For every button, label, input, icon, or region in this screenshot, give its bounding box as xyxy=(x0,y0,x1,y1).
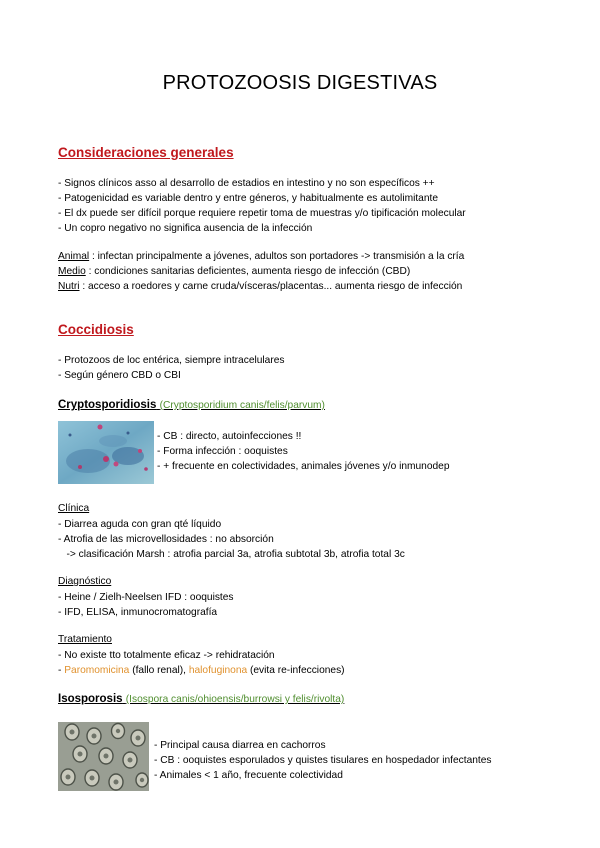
iso-point: - CB : ooquistes esporulados y quistes tisulares en hospedador infectantes xyxy=(154,755,492,766)
animal-line xyxy=(58,249,464,264)
bullet: - El dx puede ser difícil porque requiere repetir toma de muestras y/o tipificación molecular xyxy=(58,208,466,219)
section-heading-consideraciones: Consideraciones generales xyxy=(58,145,234,160)
animal-label: Animal xyxy=(58,251,90,262)
diagnostico-item: - IFD, ELISA, inmunocromatografía xyxy=(58,607,218,618)
subsection-heading-isosporosis xyxy=(58,693,344,705)
section-heading-coccidiosis: Coccidiosis xyxy=(58,322,134,337)
diagnostico-label: Diagnóstico xyxy=(58,576,112,587)
clinica-item: - Atrofia de las microvellosidades : no absorción xyxy=(58,534,274,545)
medio-line xyxy=(58,264,410,279)
bullet: - Un copro negativo no significa ausencia de la infección xyxy=(58,223,313,234)
animal-text: : infectan principalmente a jóvenes, adultos son portadores -> transmisión a la cría xyxy=(89,251,465,262)
cryptosporidium-micrograph xyxy=(58,421,154,484)
tratamiento-item xyxy=(58,663,345,678)
bullet: - Signos clínicos asso al desarrollo de estadios en intestino y no son específicos ++ xyxy=(58,178,435,189)
clinica-item: - Diarrea aguda con gran qté líquido xyxy=(58,519,222,530)
crypto-point: - CB : directo, autoinfecciones !! xyxy=(157,431,302,442)
drug-paromomicina: Paromomicina xyxy=(64,665,130,676)
tratamiento-label: Tratamiento xyxy=(58,634,112,645)
crypto-point: - + frecuente en colectividades, animales jóvenes y/o inmunodep xyxy=(157,461,450,472)
iso-point: - Principal causa diarrea en cachorros xyxy=(154,740,326,751)
clinica-item: -> clasificación Marsh : atrofia parcial 3a, atrofia subtotal 3b, atrofia total 3c xyxy=(58,549,405,560)
nutri-text: : acceso a roedores y carne cruda/vísceras/placentas... aumenta riesgo de infección xyxy=(79,281,463,292)
trat-prefix: - xyxy=(58,665,65,676)
diagnostico-item: - Heine / Zielh-Neelsen IFD : ooquistes xyxy=(58,592,234,603)
drug-halofuginona: halofuginona xyxy=(188,665,248,676)
crypto-name: Cryptosporidiosis xyxy=(58,399,157,411)
iso-name: Isosporosis xyxy=(58,693,123,705)
bullet: - Protozoos de loc entérica, siempre intracelulares xyxy=(58,355,285,366)
isospora-micrograph xyxy=(58,722,149,791)
medio-text: : condiciones sanitarias deficientes, aumenta riesgo de infección (CBD) xyxy=(85,266,411,277)
page-title: PROTOZOOSIS DIGESTIVAS xyxy=(162,72,438,94)
nutri-label: Nutri xyxy=(58,281,80,292)
crypto-species: (Cryptosporidium canis/felis/parvum) xyxy=(159,400,325,411)
iso-species: (Isospora canis/ohioensis/burrowsi y felis/rivolta) xyxy=(125,694,345,705)
bullet: - Según género CBD o CBI xyxy=(58,370,181,381)
clinica-label: Clínica xyxy=(58,503,90,514)
subsection-heading-cryptosporidiosis xyxy=(58,399,325,411)
bullet: - Patogenicidad es variable dentro y entre géneros, y habitualmente es autolimitante xyxy=(58,193,438,204)
iso-point: - Animales < 1 año, frecuente colectividad xyxy=(154,770,343,781)
trat-suffix: (evita re-infecciones) xyxy=(247,665,345,676)
nutri-line xyxy=(58,279,462,294)
medio-label: Medio xyxy=(58,266,86,277)
crypto-point: - Forma infección : ooquistes xyxy=(157,446,288,457)
trat-mid: (fallo renal), xyxy=(129,665,189,676)
tratamiento-item: - No existe tto totalmente eficaz -> rehidratación xyxy=(58,650,275,661)
